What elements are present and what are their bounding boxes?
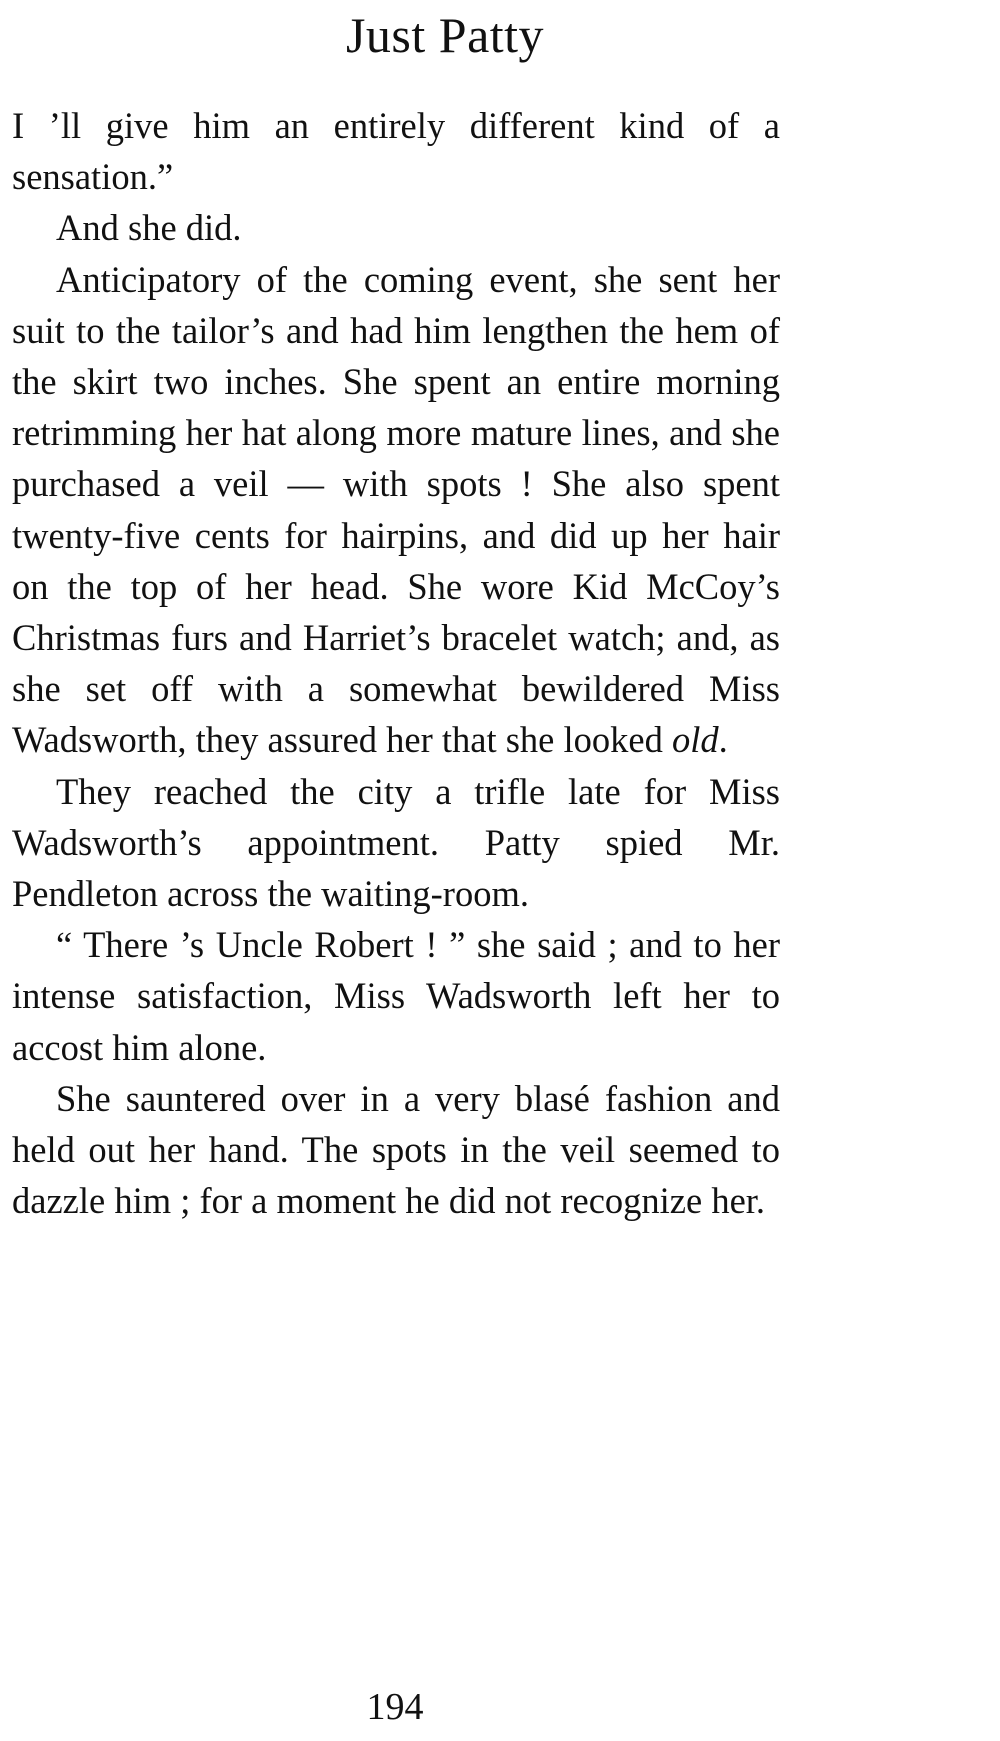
paragraph-5: “ There ’s Uncle Robert ! ” she said ; and to her intense satisfaction, Miss Wadsworth left her to accost him alone.: [12, 924, 780, 1068]
paragraph-4: They reached the city a trifle late for Miss Wadsworth’s appointment. Patty spied Mr. Pendleton across the waiting-room.: [12, 770, 780, 915]
paragraph-3: [12, 254, 780, 766]
paragraph-2: And she did.: [56, 207, 242, 249]
paragraph-6: She sauntered over in a very blasé fashion and held out her hand. The spots in the veil seemed to dazzle him ; for a moment he did not recognize her.: [12, 1077, 780, 1222]
paragraph-3-text: Anticipatory of the coming event, she sent her suit to the tailor’s and had him lengthen the hem of the skirt two inches. She spent an entire morning retrimming her hat along more mature lines, and she purchased a veil — with spots ! She also spent twenty-five cents for hairpins, and did up her hair on the top of her head. She wore Kid McCoy’s Christmas furs and Harriet’s bracelet watch; and, as she set off with a somewhat bewildered Miss Wadsworth, they assured her that she looked: [12, 258, 780, 761]
page-number: 194: [366, 1686, 424, 1728]
body-text: [12, 100, 780, 1226]
paragraph-3-after: .: [718, 719, 728, 761]
paragraph-3-emphasis: old: [671, 719, 719, 761]
running-head: Just Patty: [345, 7, 545, 63]
paragraph-1: I ’ll give him an entirely different kind of a sensation.”: [12, 105, 780, 198]
